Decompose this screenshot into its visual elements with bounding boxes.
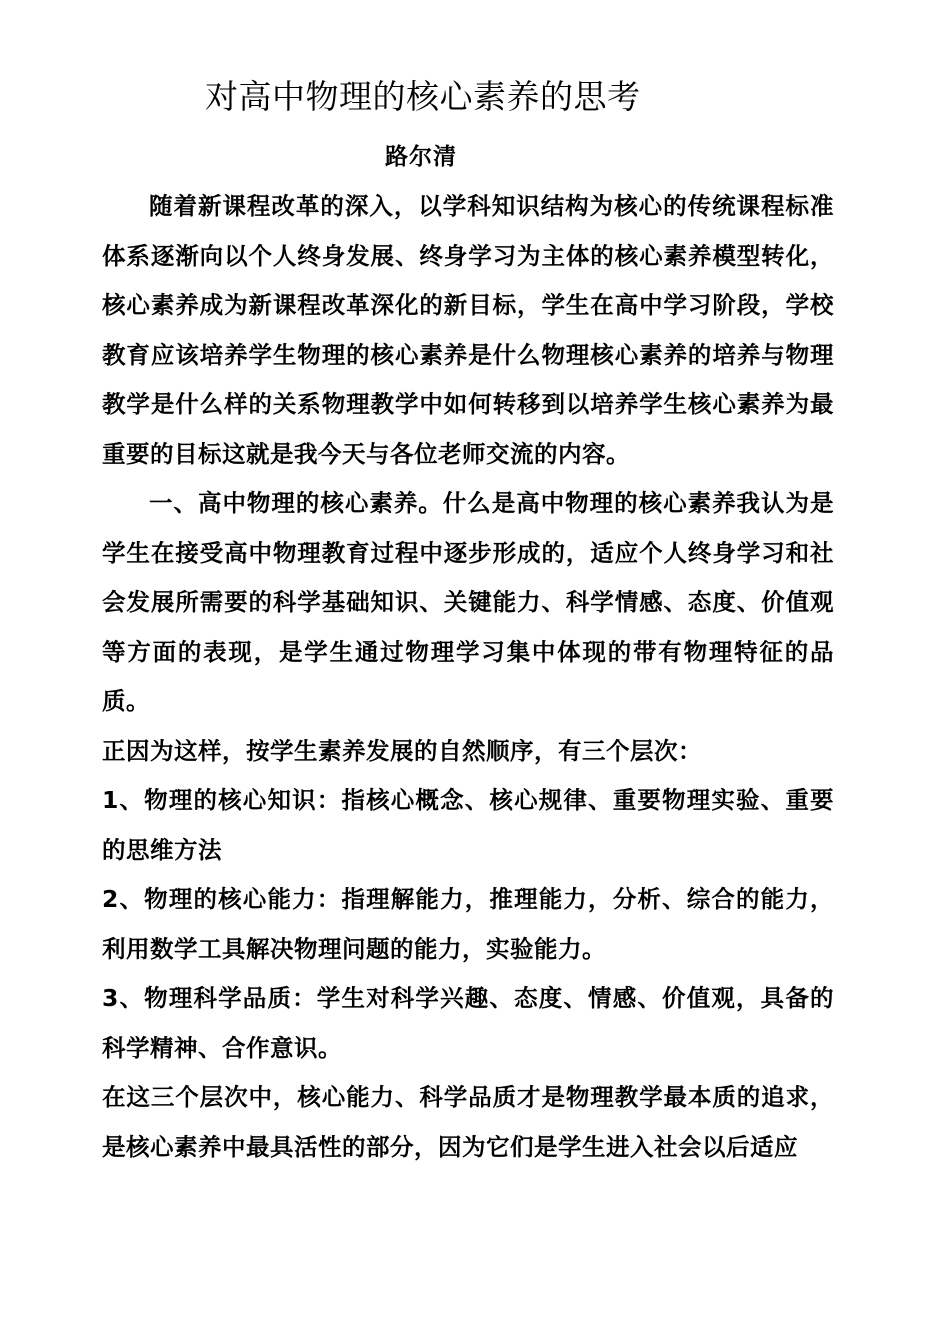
list-item-core-knowledge: 1、物理的核心知识：指核心概念、核心规律、重要物理实验、重要的思维方法 [102,786,834,864]
document-body [102,182,834,1172]
paragraph-section-one: 一、高中物理的核心素养。什么是高中物理的核心素养我认为是学生在接受高中物理教育过程中逐步形成的，适应个人终身学习和社会发展所需要的科学基础知识、关键能力、科学情感、态度、价值观等方面的表现，是学生通过物理学习集中体现的带有物理特征的品质。 [102,489,834,715]
paragraph-three-levels: 正因为这样，按学生素养发展的自然顺序，有三个层次： [102,736,702,765]
paragraph-conclusion: 在这三个层次中，核心能力、科学品质才是物理教学最本质的追求，是核心素养中最具活性的部分，因为它们是学生进入社会以后适应 [102,1083,834,1161]
list-item-core-ability: 2、物理的核心能力：指理解能力，推理能力，分析、综合的能力，利用数学工具解决物理问题的能力，实验能力。 [102,885,834,963]
document-title: 对高中物理的核心素养的思考 [205,77,641,116]
list-item-scientific-quality: 3、物理科学品质：学生对科学兴趣、态度、情感、价值观，具备的科学精神、合作意识。 [102,984,834,1062]
author-name: 路尔清 [385,144,457,170]
paragraph-intro: 随着新课程改革的深入，以学科知识结构为核心的传统课程标准体系逐渐向以个人终身发展、终身学习为主体的核心素养模型转化，核心素养成为新课程改革深化的新目标，学生在高中学习阶段，学校教育应该培养学生物理的核心素养是什么物理核心素养的培养与物理教学是什么样的关系物理教学中如何转移到以培养学生核心素养为最重要的目标这就是我今天与各位老师交流的内容。 [102,192,834,468]
